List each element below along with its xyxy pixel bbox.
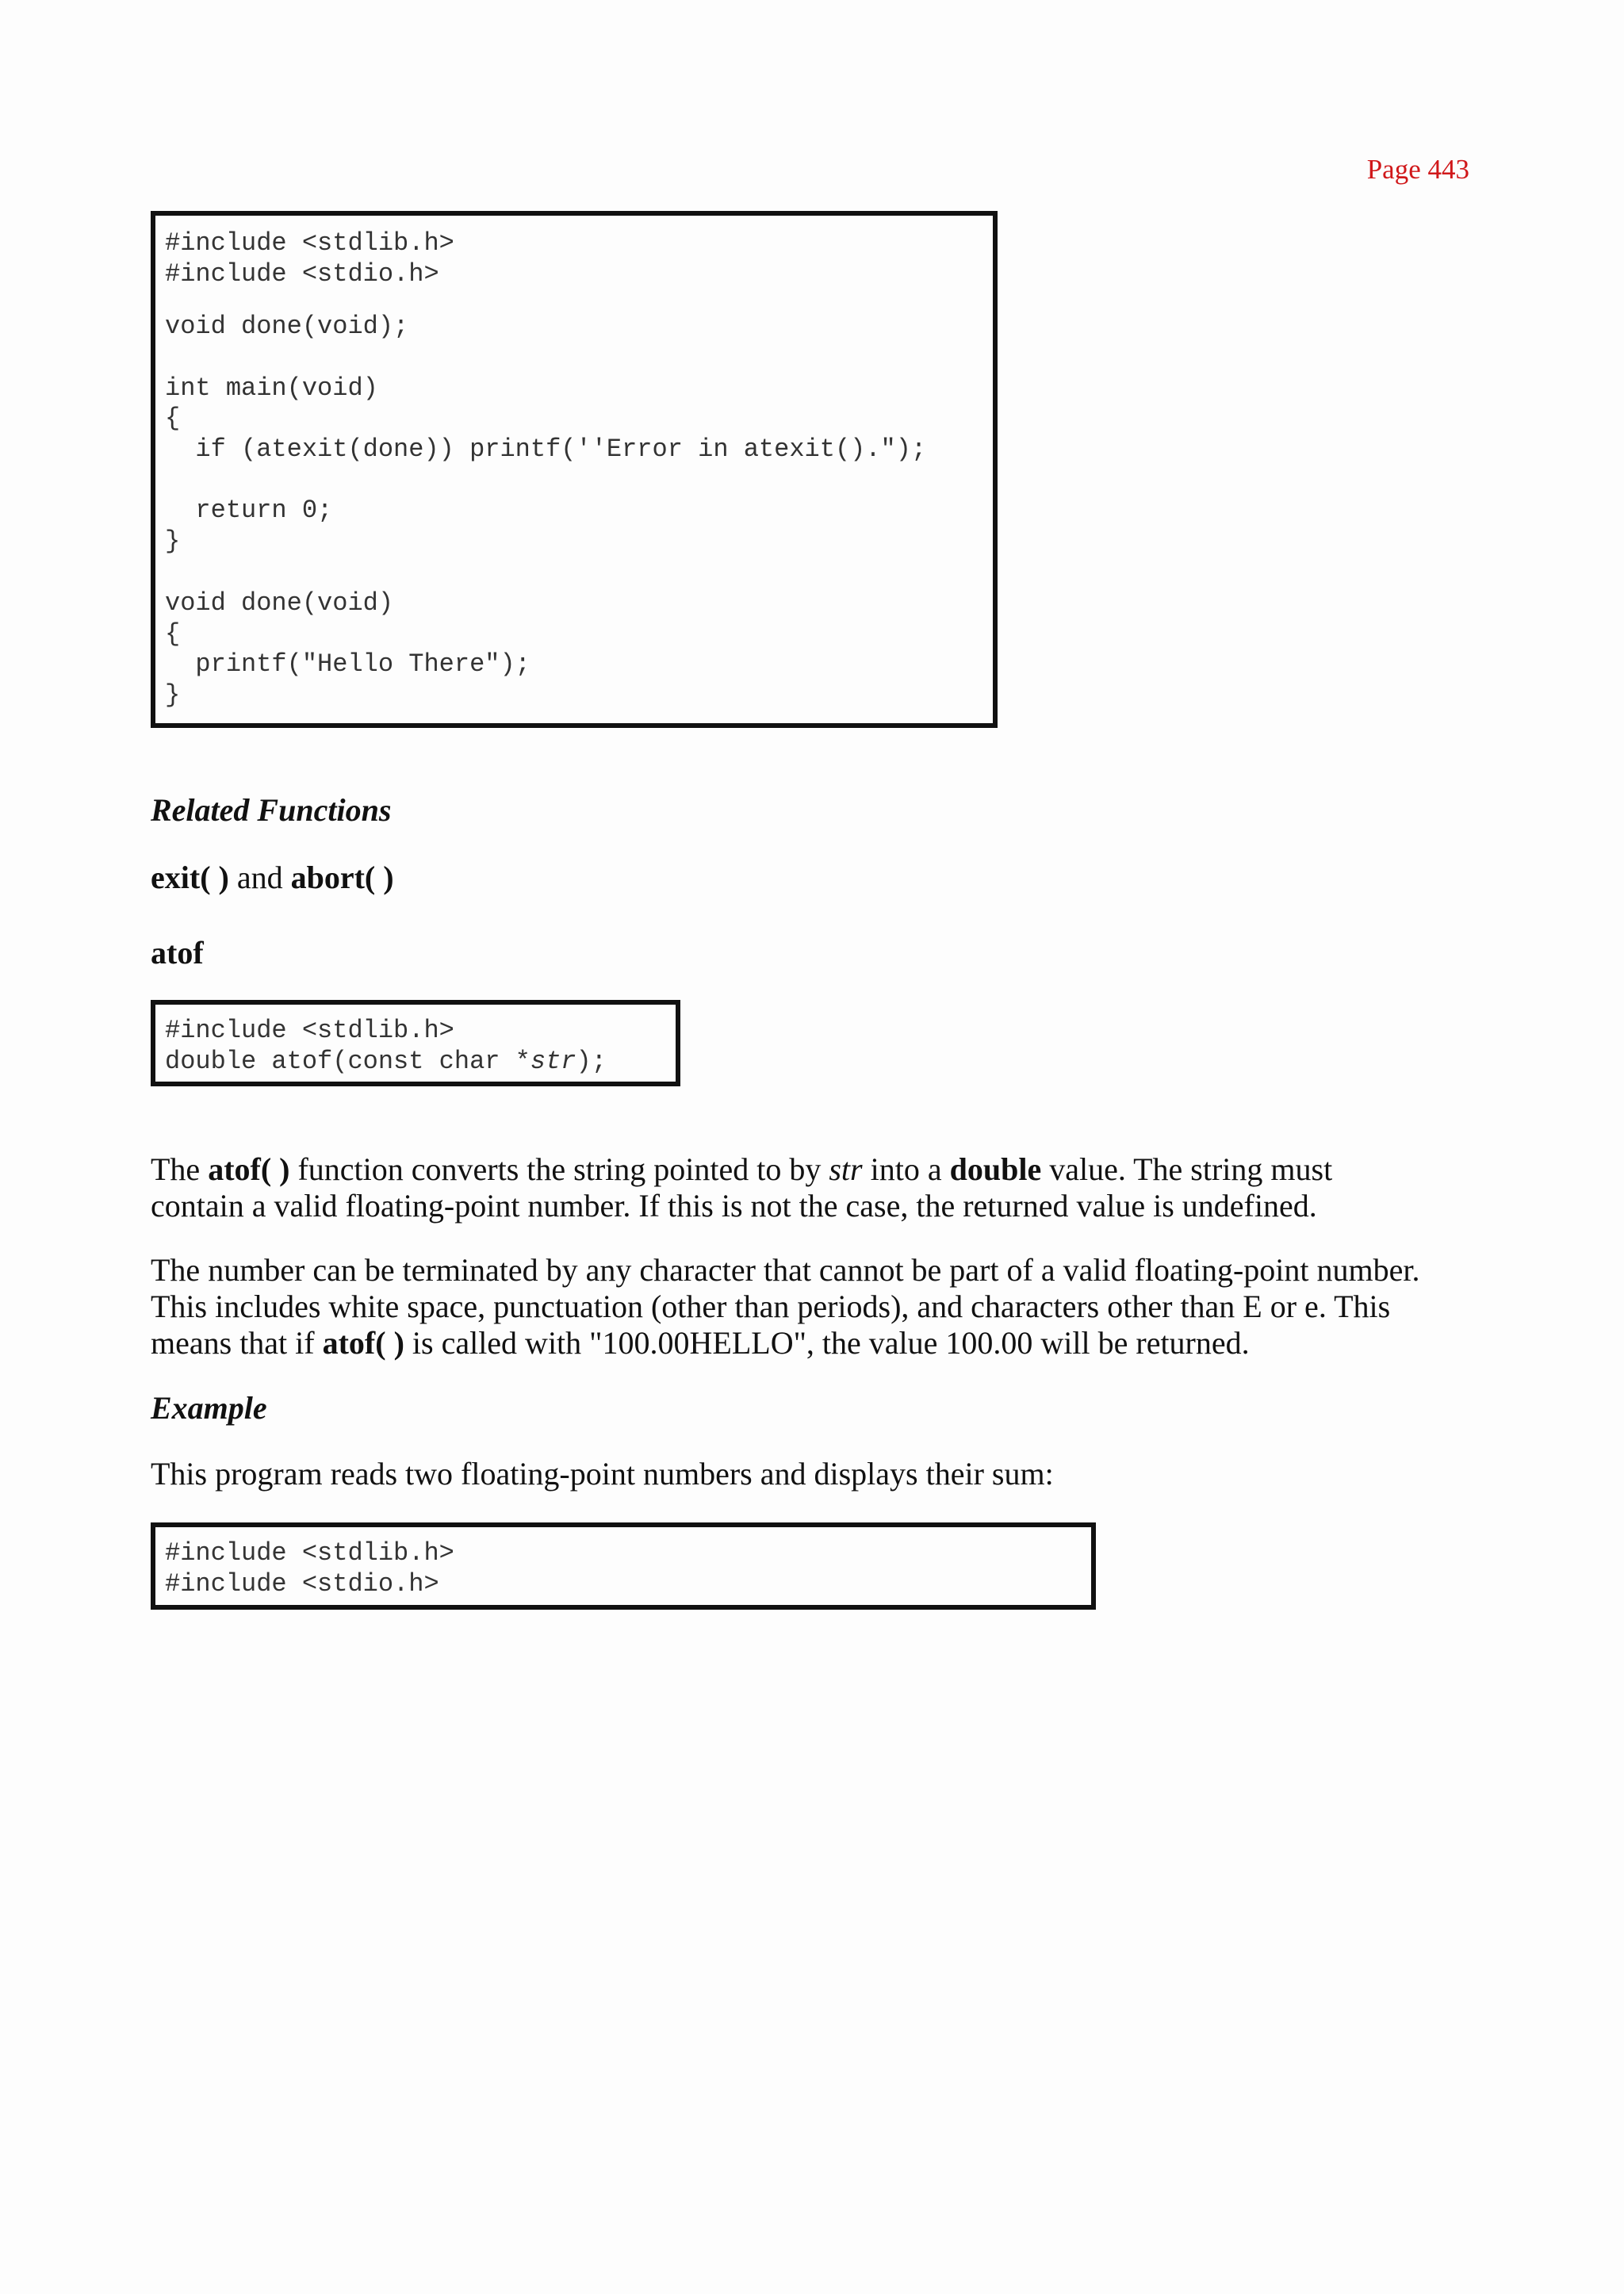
para-text: function converts the string pointed to by	[289, 1151, 829, 1187]
exit-function-name: exit( )	[151, 860, 229, 895]
param-name: str	[829, 1151, 863, 1187]
para-text: is called with "100.00HELLO", the value 100.00 will be returned.	[404, 1325, 1250, 1361]
and-word: and	[228, 860, 291, 895]
atof-function-name: atof( )	[208, 1151, 290, 1187]
code-line: #include <stdlib.h>	[165, 228, 454, 258]
code-line: #include <stdlib.h>	[165, 1538, 454, 1568]
code-line: printf("Hello There");	[165, 649, 530, 679]
code-line: if (atexit(done)) printf(''Error in atexit().");	[165, 434, 927, 464]
code-line: void done(void)	[165, 588, 394, 618]
code-block-atof-example	[151, 1522, 1096, 1610]
para-text: This includes white space, punctuation (other than periods), and characters other than E or e. This	[151, 1289, 1391, 1324]
page-number: Page 443	[1366, 154, 1469, 185]
atof-function-name: atof( )	[322, 1325, 404, 1361]
code-line	[165, 1047, 666, 1078]
para-text: into a	[862, 1151, 950, 1187]
related-functions-list	[151, 859, 394, 896]
code-line: void done(void);	[165, 312, 409, 341]
para-text: value. The string must	[1041, 1151, 1333, 1187]
atof-description-paragraph	[151, 1151, 1483, 1224]
prototype-param: str	[530, 1046, 576, 1076]
para-text: The number can be terminated by any character that cannot be part of a valid floating-point number.	[151, 1252, 1420, 1288]
code-line: {	[165, 404, 181, 433]
code-line: #include <stdlib.h>	[165, 1016, 454, 1045]
prototype-prefix: double atof(const char *	[165, 1046, 530, 1076]
code-line: }	[165, 680, 181, 710]
prototype-suffix: );	[576, 1046, 607, 1076]
related-functions-heading: Related Functions	[151, 792, 392, 828]
code-line: {	[165, 618, 181, 649]
para-text: contain a valid floating-point number. If this is not the case, the returned value is undefined.	[151, 1188, 1317, 1224]
example-heading: Example	[151, 1390, 267, 1426]
para-text: means that if	[151, 1325, 323, 1361]
code-line: }	[165, 526, 181, 556]
code-block-atexit-example	[151, 211, 998, 728]
abort-function-name: abort( )	[290, 860, 394, 895]
atof-heading: atof	[151, 935, 204, 971]
code-block-atof-prototype	[151, 1000, 680, 1086]
atof-termination-paragraph	[151, 1252, 1483, 1361]
code-line: #include <stdio.h>	[165, 259, 439, 289]
type-name: double	[949, 1151, 1042, 1187]
code-line: return 0;	[165, 496, 333, 525]
para-text: The	[151, 1151, 209, 1187]
code-line: #include <stdio.h>	[165, 1568, 439, 1599]
example-intro: This program reads two floating-point numbers and displays their sum:	[151, 1456, 1054, 1492]
code-line: int main(void)	[165, 373, 378, 403]
